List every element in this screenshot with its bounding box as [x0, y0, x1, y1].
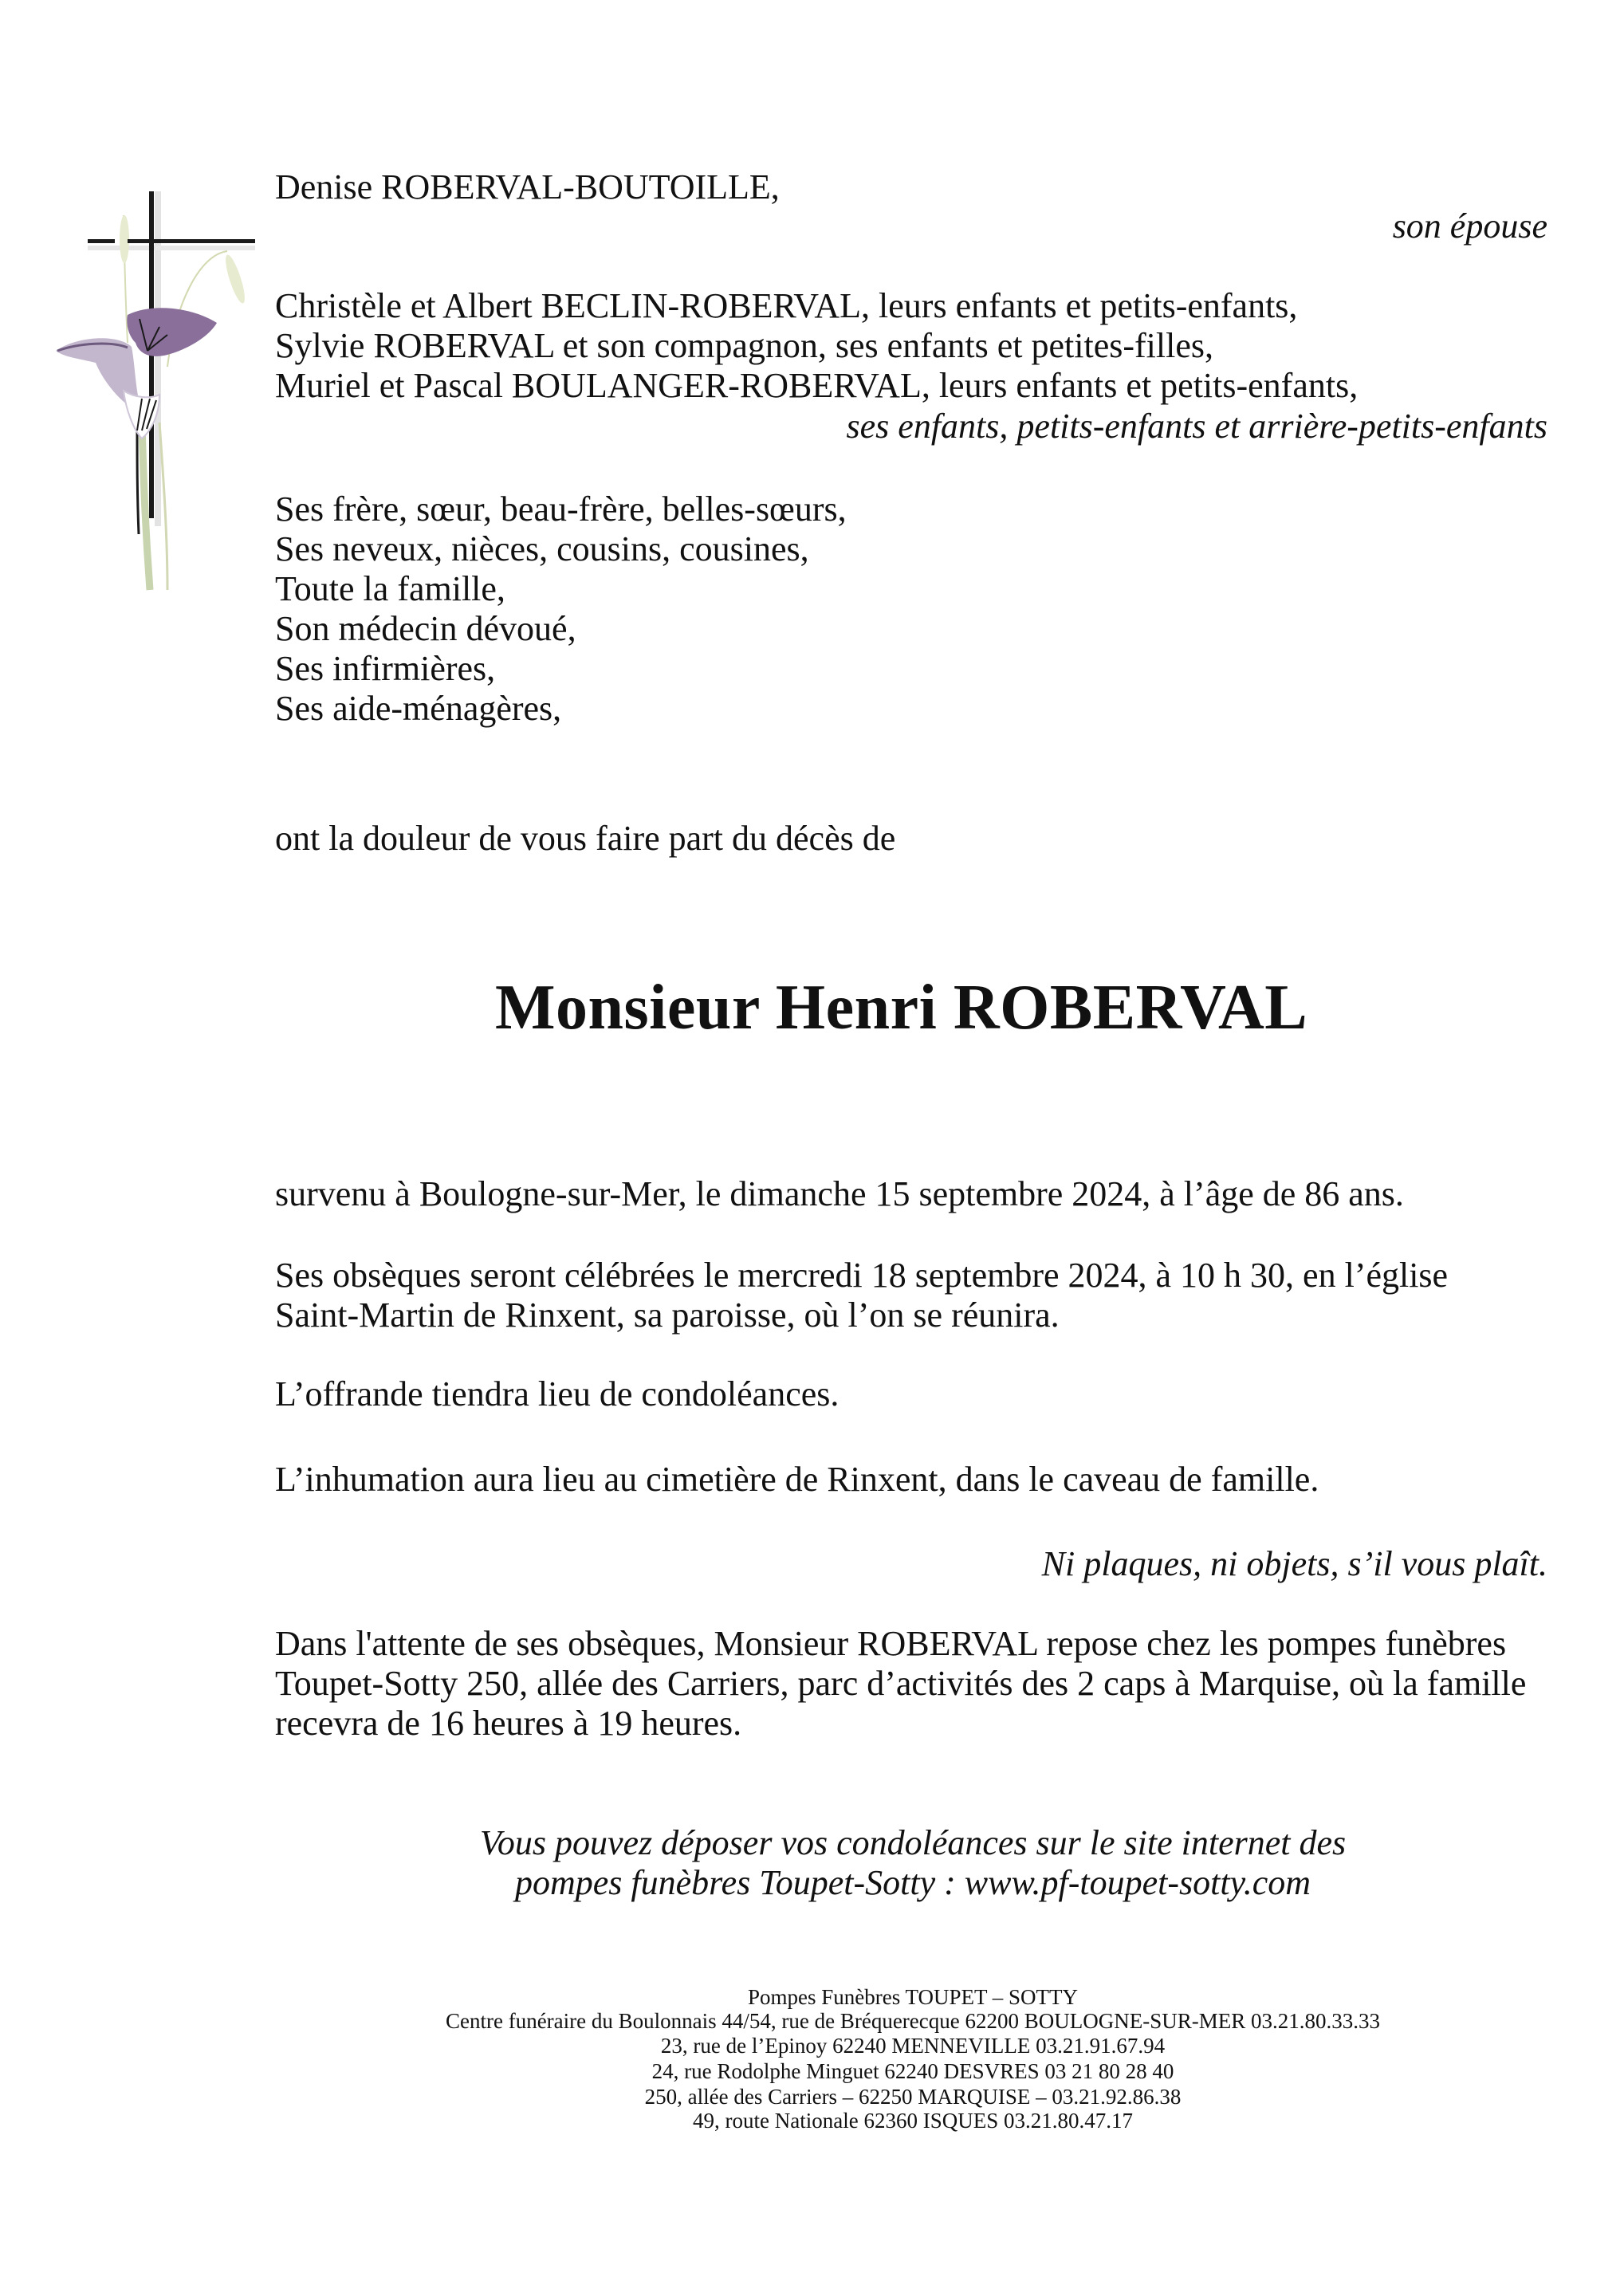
spouse-name: Denise ROBERVAL-BOUTOILLE,	[275, 167, 780, 206]
burial-note: L’inhumation aura lieu au cimetière de Rinxent, dans le caveau de famille.	[275, 1460, 1319, 1499]
relatives-line: Toute la famille,	[275, 569, 505, 608]
funeral-line: Ses obsèques seront célébrées le mercredi 18 septembre 2024, à 10 h 30, en l’église	[275, 1256, 1449, 1295]
children-line: Muriel et Pascal BOULANGER-ROBERVAL, leurs enfants et petits-enfants,	[275, 366, 1359, 405]
footer-address: 23, rue de l’Epinoy 62240 MENNEVILLE 03.21.91.67.94	[660, 2034, 1166, 2058]
children-line: Sylvie ROBERVAL et son compagnon, ses enfants et petites-filles,	[275, 326, 1213, 365]
funeral-line: Saint-Martin de Rinxent, sa paroisse, où l’on se réunira.	[275, 1295, 1060, 1335]
footer-company: Pompes Funèbres TOUPET – SOTTY	[747, 1985, 1079, 2009]
children-role: ses enfants, petits-enfants et arrière-petits-enfants	[846, 407, 1547, 446]
offering-note: L’offrande tiendra lieu de condoléances.	[275, 1374, 840, 1413]
relatives-line: Ses aide-ménagères,	[275, 689, 562, 728]
deceased-name: Monsieur Henri ROBERVAL	[495, 973, 1308, 1043]
footer-address: 49, route Nationale 62360 ISQUES 03.21.80.47.17	[693, 2109, 1133, 2133]
condolences-line: Vous pouvez déposer vos condoléances sur le site internet des	[479, 1823, 1347, 1862]
death-details: survenu à Boulogne-sur-Mer, le dimanche 15 septembre 2024, à l’âge de 86 ans.	[275, 1174, 1404, 1213]
footer-address: Centre funéraire du Boulonnais 44/54, rue de Bréquerecque 62200 BOULOGNE-SUR-MER 03.21.80.33.33	[445, 2009, 1381, 2033]
footer-address: 250, allée des Carriers – 62250 MARQUISE – 03.21.92.86.38	[644, 2085, 1182, 2109]
viewing-line: Toupet-Sotty 250, allée des Carriers, parc d’activités des 2 caps à Marquise, où la famille	[275, 1664, 1527, 1703]
no-plaques-note: Ni plaques, ni objets, s’il vous plaît.	[1041, 1544, 1547, 1583]
relatives-line: Ses infirmières,	[275, 649, 496, 688]
condolences-line: pompes funèbres Toupet-Sotty : www.pf-toupet-sotty.com	[514, 1863, 1311, 1902]
viewing-line: recevra de 16 heures à 19 heures.	[275, 1704, 742, 1743]
announcement-intro: ont la douleur de vous faire part du décès de	[275, 819, 896, 858]
children-line: Christèle et Albert BECLIN-ROBERVAL, leurs enfants et petits-enfants,	[275, 286, 1298, 325]
relatives-line: Ses neveux, nièces, cousins, cousines,	[275, 529, 809, 568]
cross-lily-icon	[48, 159, 255, 606]
spouse-role: son épouse	[1392, 206, 1547, 246]
relatives-line: Son médecin dévoué,	[275, 609, 576, 648]
footer-address: 24, rue Rodolphe Minguet 62240 DESVRES 03 21 80 28 40	[651, 2059, 1174, 2083]
viewing-line: Dans l'attente de ses obsèques, Monsieur ROBERVAL repose chez les pompes funèbres	[275, 1624, 1507, 1663]
relatives-line: Ses frère, sœur, beau-frère, belles-sœurs,	[275, 489, 847, 529]
